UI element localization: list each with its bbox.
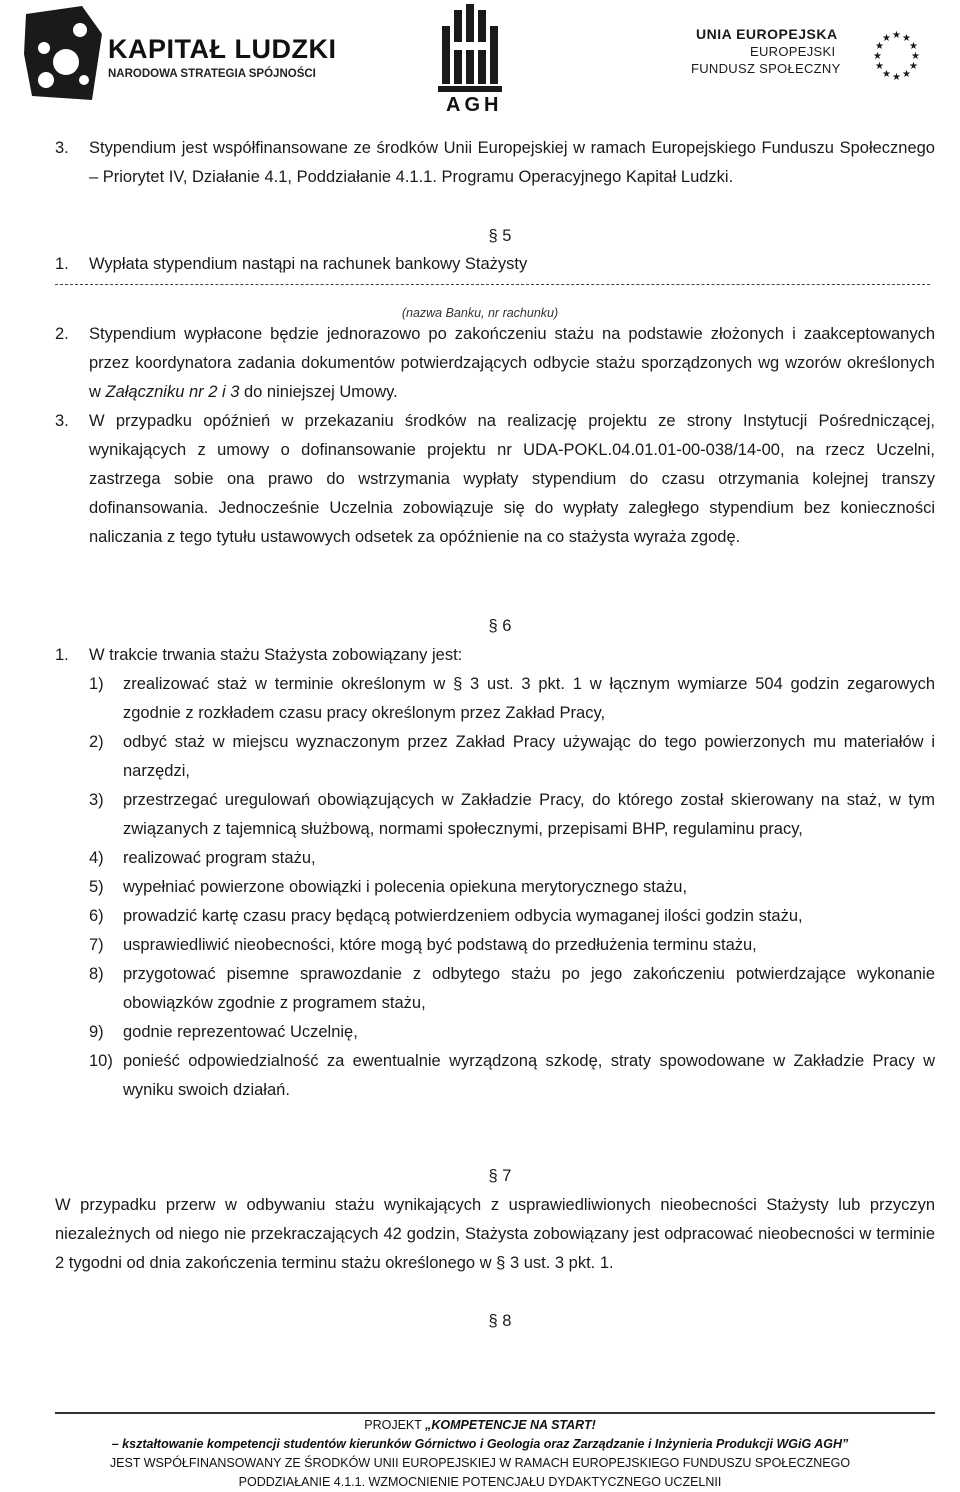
list-item-text: odbyć staż w miejscu wyznaczonym przez Zakład Pracy używając do tego powierzonych mu materiałów i narzędzi, [123, 733, 935, 780]
item-number: 3. [55, 412, 69, 430]
list-item-number: 3) [89, 791, 104, 809]
svg-text:★: ★ [873, 51, 882, 62]
svg-text:★: ★ [909, 41, 918, 52]
list-item-text: przygotować pisemne sprawozdanie z odbytego stażu po jego zakończeniu potwierdzające wykonanie obowiązków zgodnie z programem stażu, [123, 965, 935, 1012]
section-8-heading: § 8 [488, 1312, 512, 1330]
agh-emblem-icon [420, 2, 520, 94]
list-item-number: 6) [89, 907, 104, 925]
list-item-number: 1) [89, 675, 104, 693]
list-item-text: godnie reprezentować Uczelnię, [123, 1023, 358, 1041]
paragraph-text: Stypendium jest współfinansowane ze środków Unii Europejskiej w ramach Europejskiego Funduszu Społecznego – Priorytet IV, Działanie 4.1, Poddziałanie 4.1.1. Programu Operacyjnego Kapitał Ludzki. [89, 139, 935, 186]
svg-text:★: ★ [902, 69, 911, 80]
logo-subtitle: NARODOWA STRATEGIA SPÓJNOŚCI [108, 68, 316, 80]
item-text [89, 320, 935, 407]
eu-logo [688, 26, 938, 86]
fill-in-caption: (nazwa Banku, nr rachunku) [401, 306, 559, 320]
footer-line-1 [0, 1416, 960, 1435]
svg-text:★: ★ [892, 30, 901, 41]
item-text: W trakcie trwania stażu Stażysta zobowiązany jest: [89, 646, 463, 664]
section-7-text: W przypadku przerw w odbywaniu stażu wynikających z usprawiedliwionych nieobecności Stażysty lub przyczyn niezależnych od niego nie przekraczających 42 godzin, Stażysta zobowiązany jest odpracować nieobecności w terminie 2 tygodni od dnia zakończenia terminu stażu określonego w § 3 ust. 3 pkt. 1. [55, 1196, 935, 1272]
list-item-number: 9) [89, 1023, 104, 1041]
svg-text:★: ★ [882, 33, 891, 44]
obligations-list [89, 670, 935, 1105]
svg-text:★: ★ [875, 41, 884, 52]
list-item-text: wypełniać powierzone obowiązki i polecenia opiekuna merytorycznego stażu, [123, 878, 688, 896]
list-item-number: 8) [89, 965, 104, 983]
item-text: W przypadku opóźnień w przekazaniu środków na realizację projektu ze strony Instytucji Pośredniczącej, wynikających z umowy o dofinansowanie projektu nr UDA-POKL.04.01.01-00-038/14-00, na rzecz Uczelni, zastrzega sobie ona prawo do wstrzymania wypłaty stypendium do czasu otrzymania kolejnej transzy dofinansowania. Jednocześnie Uczelnia zobowiązuje się do wypłaty zaległego stypendium bez konieczności naliczania z tego tytułu ustawowych odsetek za opóźnienie na co stażysta wyraża zgodę. [89, 412, 935, 546]
list-item-number: 10) [89, 1052, 113, 1070]
list-item-text: prowadzić kartę czasu pracy będącą potwierdzeniem odbycia wymaganej ilości godzin stażu, [123, 907, 803, 925]
eu-line-1: UNIA EUROPEJSKA [696, 26, 838, 42]
item-number: 1. [55, 255, 69, 273]
list-item [89, 873, 935, 902]
paragraph-number: 3. [55, 139, 69, 157]
sec5-item-1 [55, 250, 935, 279]
item-text: Wypłata stypendium nastąpi na rachunek bankowy Stażysty [89, 255, 528, 273]
logo-title: KAPITAŁ LUDZKI [108, 34, 337, 64]
section-7-heading: § 7 [488, 1167, 512, 1185]
list-item-number: 4) [89, 849, 104, 867]
list-item-text: ponieść odpowiedzialność za ewentualnie wyrządzoną szkodę, straty spowodowane w Zakładzie Pracy w wyniku swoich działań. [123, 1052, 935, 1099]
list-item-number: 2) [89, 733, 104, 751]
section-5-heading: § 5 [488, 227, 512, 245]
footer-line-4: PODDZIAŁANIE 4.1.1. WZMOCNIENIE POTENCJAŁU DYDAKTYCZNEGO UCZELNII [238, 1475, 722, 1489]
eu-stars-icon [866, 28, 926, 82]
item-number: 1. [55, 646, 69, 664]
svg-text:★: ★ [911, 51, 920, 62]
list-item [89, 844, 935, 873]
paragraph-3 [55, 134, 935, 192]
item-number: 2. [55, 325, 69, 343]
list-item [89, 1047, 935, 1105]
agh-wordmark: AGH [446, 94, 503, 116]
item-text-part: Stypendium wypłacone będzie jednorazowo po zakończeniu stażu na podstawie złożonych i zaakceptowanych przez koordynatora zadania dokumentów potwierdzających odbycie stażu sporządzonych wg wzorów określonych w [89, 325, 935, 401]
svg-text:★: ★ [892, 72, 901, 82]
svg-text:★: ★ [882, 69, 891, 80]
svg-text:★: ★ [875, 61, 884, 72]
list-item [89, 931, 935, 960]
footer-divider [55, 1412, 935, 1414]
list-item [89, 670, 935, 728]
footer-project-prefix: PROJEKT [364, 1418, 426, 1432]
eu-line-3: FUNDUSZ SPOŁECZNY [691, 61, 841, 76]
sec5-item-2 [55, 320, 935, 407]
eu-line-2: EUROPEJSKI [750, 44, 836, 59]
list-item-text: usprawiedliwić nieobecności, które mogą być podstawą do przedłużenia terminu stażu, [123, 936, 757, 954]
item-text-italic: Załączniku nr 2 i 3 [105, 383, 240, 401]
list-item [89, 786, 935, 844]
section-6-heading: § 6 [488, 617, 512, 635]
list-item [89, 902, 935, 931]
kapital-ludzki-logo [22, 4, 337, 108]
list-item-text: przestrzegać uregulowań obowiązujących w Zakładzie Pracy, do którego został skierowany na staż, w tym związanych z tajemnicą służbową, normami społecznymi, przepisami BHP, regulaminu pracy, [123, 791, 935, 838]
kapital-ludzki-emblem-icon [22, 4, 106, 104]
footer-project-name: „KOMPETENCJE NA START! [425, 1418, 596, 1432]
agh-logo [420, 2, 520, 118]
item-text-part: do niniejszej Umowy. [239, 383, 398, 401]
list-item-number: 5) [89, 878, 104, 896]
list-item-text: zrealizować staż w terminie określonym w § 3 ust. 3 pkt. 1 w łącznym wymiarze 504 godzin zegarowych zgodnie z rozkładem czasu pracy określonym przez Zakład Pracy, [123, 675, 935, 722]
sec5-item-3 [55, 407, 935, 552]
svg-text:★: ★ [902, 33, 911, 44]
list-item [89, 1018, 935, 1047]
list-item-text: realizować program stażu, [123, 849, 316, 867]
fill-in-line [55, 284, 930, 287]
sec6-item-1 [55, 641, 935, 670]
list-item [89, 728, 935, 786]
footer-line-3: JEST WSPÓŁFINANSOWANY ZE ŚRODKÓW UNII EUROPEJSKIEJ W RAMACH EUROPEJSKIEGO FUNDUSZU SPOŁECZNEGO [109, 1456, 851, 1470]
svg-text:★: ★ [909, 61, 918, 72]
footer-line-2: – kształtowanie kompetencji studentów kierunków Górnictwo i Geologia oraz Zarządzanie i Inżynieria Produkcji WGiG AGH” [111, 1437, 849, 1451]
list-item-number: 7) [89, 936, 104, 954]
list-item [89, 960, 935, 1018]
